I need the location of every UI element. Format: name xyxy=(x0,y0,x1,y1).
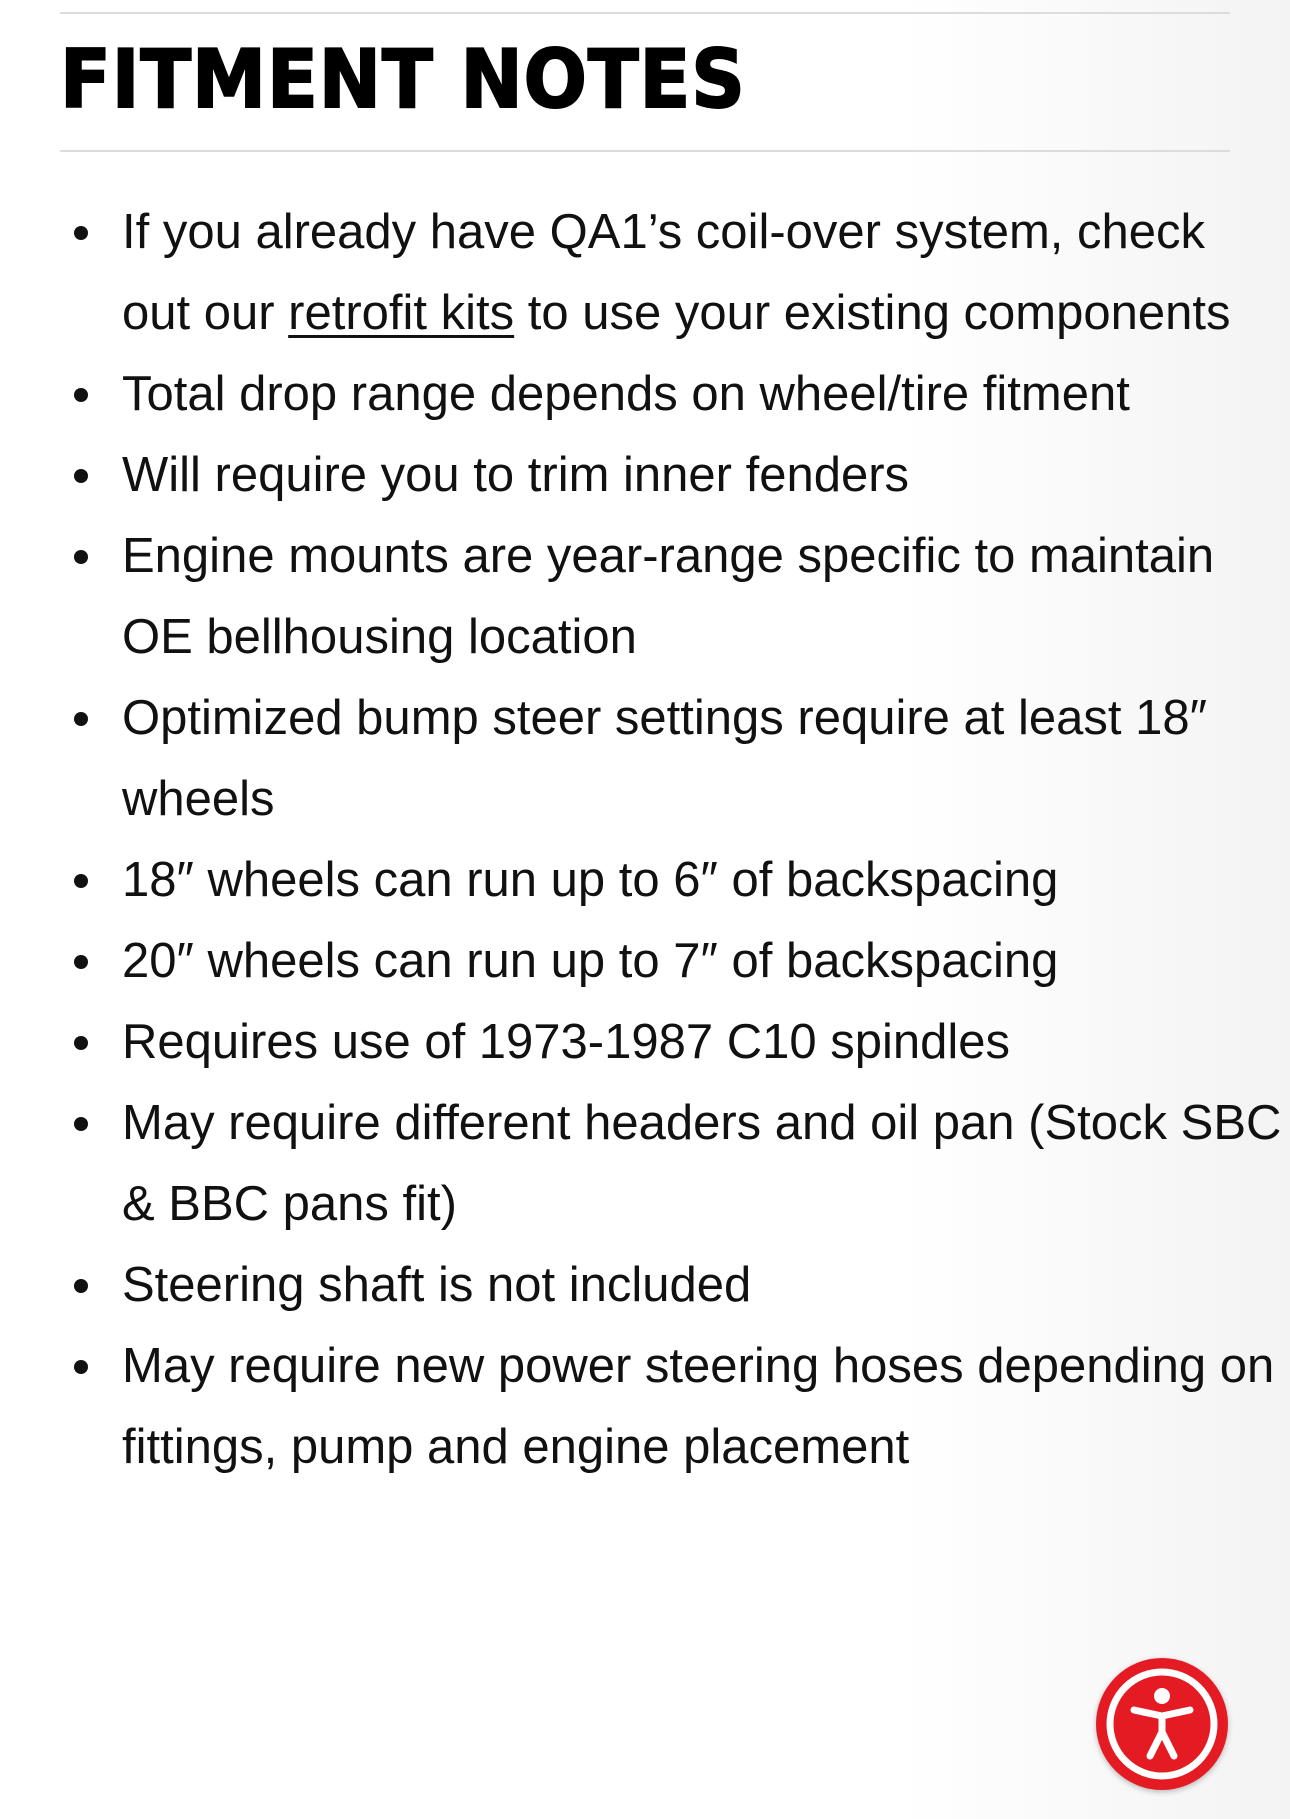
accessibility-widget-button[interactable] xyxy=(1096,1658,1228,1790)
list-item xyxy=(122,1002,1282,1083)
bullet-icon xyxy=(74,1117,88,1131)
list-item xyxy=(122,192,1282,354)
bullet-icon xyxy=(74,874,88,888)
note-text: May require new power steering hoses depending on fittings, pump and engine placement xyxy=(122,1339,1275,1474)
list-item xyxy=(122,1245,1282,1326)
accessibility-person-icon xyxy=(1096,1658,1228,1790)
bullet-icon xyxy=(74,1279,88,1293)
list-item xyxy=(122,840,1282,921)
bullet-icon xyxy=(74,712,88,726)
note-text: May require different headers and oil pan (Stock SBC & BBC pans fit) xyxy=(122,1096,1282,1231)
note-text: Total drop range depends on wheel/tire fitment xyxy=(122,367,1130,421)
note-text: 20″ wheels can run up to 7″ of backspacing xyxy=(122,934,1059,988)
note-text: 18″ wheels can run up to 6″ of backspacing xyxy=(122,853,1059,907)
retrofit-kits-link[interactable]: retrofit kits xyxy=(288,286,515,340)
list-item xyxy=(122,435,1282,516)
fitment-notes-list xyxy=(62,192,1282,1488)
bullet-icon xyxy=(74,469,88,483)
list-item xyxy=(122,921,1282,1002)
top-divider xyxy=(60,12,1230,14)
note-text: Optimized bump steer settings require at least 18″ wheels xyxy=(122,691,1207,826)
bullet-icon xyxy=(74,550,88,564)
list-item xyxy=(122,516,1282,678)
section-title: FITMENT NOTES xyxy=(60,33,746,126)
list-item xyxy=(122,1326,1282,1488)
bullet-icon xyxy=(74,226,88,240)
bullet-icon xyxy=(74,388,88,402)
note-text: Requires use of 1973-1987 C10 spindles xyxy=(122,1015,1011,1069)
note-text: to use your existing components xyxy=(514,286,1231,340)
bullet-icon xyxy=(74,1036,88,1050)
note-text: Steering shaft is not included xyxy=(122,1258,752,1312)
note-text: Will require you to trim inner fenders xyxy=(122,448,910,502)
list-item xyxy=(122,1083,1282,1245)
note-text: If you already have QA1’s coil-over system, check out our xyxy=(122,205,1206,340)
note-text: Engine mounts are year-range specific to maintain OE bellhousing location xyxy=(122,529,1215,664)
list-item xyxy=(122,678,1282,840)
bullet-icon xyxy=(74,1360,88,1374)
bullet-icon xyxy=(74,955,88,969)
list-item xyxy=(122,354,1282,435)
title-divider xyxy=(60,150,1230,152)
